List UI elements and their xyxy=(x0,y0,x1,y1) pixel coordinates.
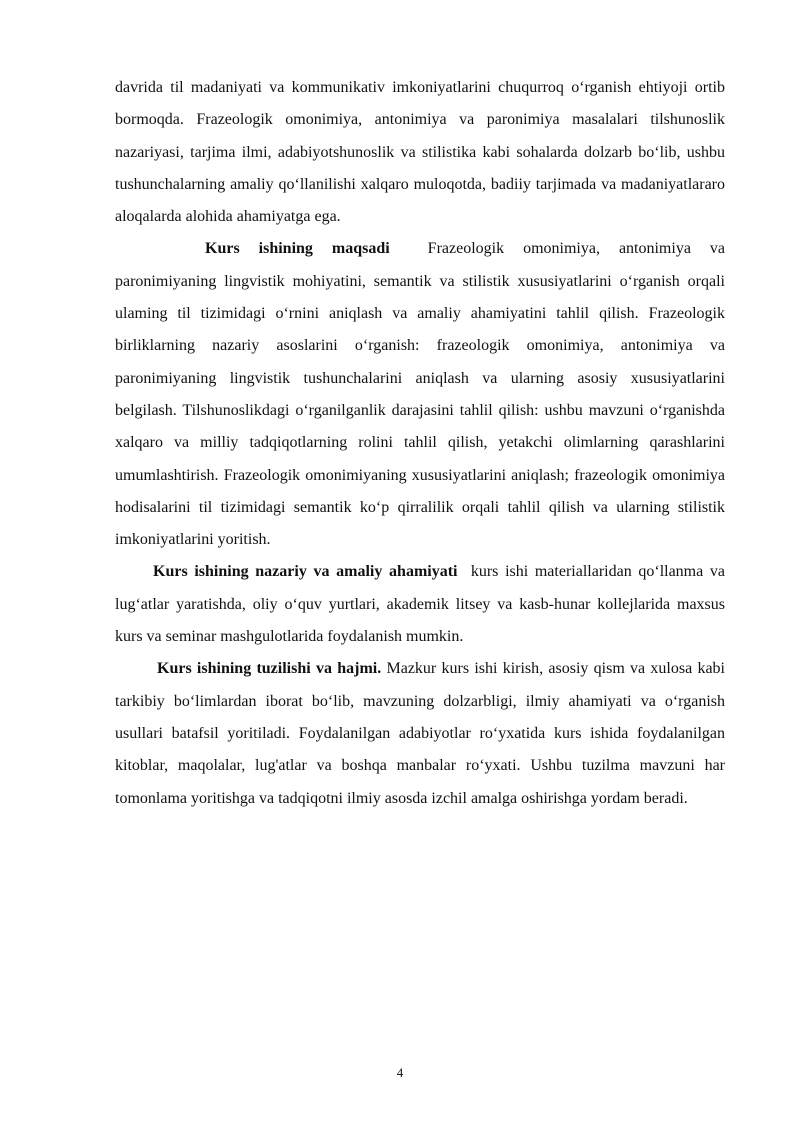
page-body xyxy=(115,72,725,815)
paragraph-goal-text: Frazeologik omonimiya, antonimiya va paronimiyaning lingvistik mohiyatini, semantik va stilistik xususiyatlarini o‘rganish orqali ulaming til tizimidagi o‘rnini aniqlash va amaliy ahamiyatini tahlil qilish. Frazeologik birliklarning nazariy asoslarini o‘rganish: frazeologik omonimiya, antonimiya va paronimiyaning lingvistik tushunchalarini aniqlash va ularning asosiy xususiyatlarini belgilash. Tilshunoslikdagi o‘rganilganlik darajasini tahlil qilish: ushbu mavzuni o‘rganishda xalqaro va milliy tadqiqotlarning rolini tahlil qilish, yetakchi olimlarning qarashlarini umumlashtirish. Frazeologik omonimiyaning xususiyatlarini aniqlash; frazeologik omonimiya hodisalarini til tizimidagi semantik ko‘p qirralilik orqali tahlil qilish va ularning stilistik imkoniyatlarini yoritish. xyxy=(115,240,726,549)
paragraph-intro-text: davrida til madaniyati va kommunikativ imkoniyatlarini chuqurroq o‘rganish ehtiyoji ortib bormoqda. Frazeologik omonimiya, antonimiya va paronimiya masalalari tilshunoslik nazariyasi, tarjima ilmi, adabiyotshunoslik va stilistika kabi sohalarda dolzarb bo‘lib, ushbu tushunchalarning amaliy qo‘llanilishi xalqaro muloqotda, badiiy tarjimada va madaniyatlararo aloqalarda alohida ahamiyatga ega. xyxy=(115,79,725,226)
paragraph-structure xyxy=(115,653,725,814)
heading-goal: Kurs ishining maqsadi xyxy=(205,240,390,258)
paragraph-significance-text: kurs ishi materiallaridan qo‘llanma va lug‘atlar yaratishda, oliy o‘quv yurtlari, akademik litsey va kasb-hunar kollejlarida maxsus kurs va seminar mashgulotlarida foydalanish mumkin. xyxy=(115,563,726,646)
paragraph-goal xyxy=(115,233,725,556)
paragraph-significance xyxy=(115,556,725,653)
page-number: 4 xyxy=(396,1065,404,1080)
paragraph-structure-text: Mazkur kurs ishi kirish, asosiy qism va xulosa kabi tarkibiy bo‘limlardan iborat bo‘lib, mavzuning dolzarbligi, ilmiy ahamiyati va o‘rganish usullari batafsil yoritiladi. Foydalanilgan adabiyotlar ro‘yxatida kurs ishida foydalanilgan kitoblar, maqolalar, lug'atlar va boshqa manbalar ro‘yxati. Ushbu tuzilma mavzuni har tomonlama yoritishga va tadqiqotni ilmiy asosda izchil amalga oshirishga yordam beradi. xyxy=(115,660,725,807)
heading-significance: Kurs ishining nazariy va amaliy ahamiyati xyxy=(153,563,458,581)
paragraph-intro xyxy=(115,72,725,233)
heading-structure: Kurs ishining tuzilishi va hajmi. xyxy=(157,660,382,678)
